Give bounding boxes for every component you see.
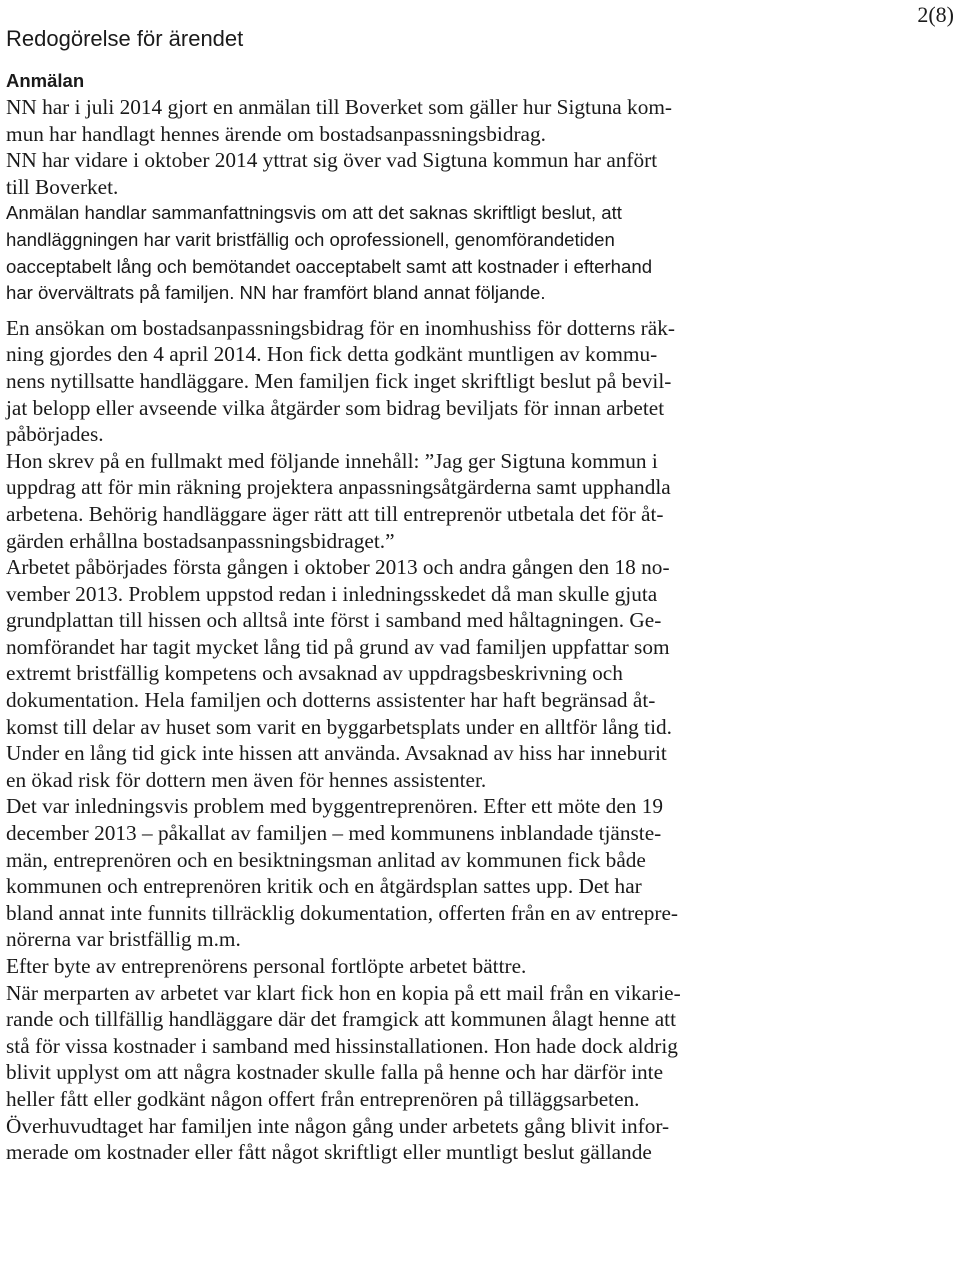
text-line: uppdrag att för min räkning projektera anpassningsåtgärderna samt upphandla: [6, 475, 671, 500]
text-line: handläggningen har varit bristfällig och oprofessionell, genomförandetiden: [6, 228, 615, 250]
text-line: rande och tillfällig handläggare där det framgick att kommunen ålagt henne att: [6, 1007, 676, 1032]
text-line: arbetena. Behörig handläggare äger rätt att till entreprenör utbetala det för åt-: [6, 501, 664, 526]
paragraph: [6, 980, 751, 1166]
text-line: dokumentation. Hela familjen och dotterns assistenter har haft begränsad åt-: [6, 688, 656, 713]
text-line: ning gjordes den 4 april 2014. Hon fick detta godkänt muntligen av kommu-: [6, 342, 658, 367]
paragraph: [6, 147, 751, 200]
text-line: En ansökan om bostadsanpassningsbidrag för en inomhushiss för dotterns räk-: [6, 315, 675, 340]
text-line: kommunen och entreprenören kritik och en åtgärdsplan sattes upp. Det har: [6, 874, 642, 899]
paragraph: [6, 448, 751, 554]
text-line: december 2013 – påkallat av familjen – med kommunens inblandade tjänste-: [6, 821, 662, 846]
text-line: mun har handlagt hennes ärende om bostadsanpassningsbidrag.: [6, 121, 546, 146]
page-number: 2(8): [917, 2, 954, 27]
section-title: Redogörelse för ärendet: [6, 26, 244, 51]
text-line: Det var inledningsvis problem med byggentreprenören. Efter ett möte den 19: [6, 794, 664, 819]
text-line: stå för vissa kostnader i samband med hissinstallationen. Hon hade dock aldrig: [6, 1033, 678, 1058]
document-body: [6, 68, 751, 1166]
paragraph: [6, 953, 751, 980]
text-line: komst till delar av huset som varit en byggarbetsplats under en alltför lång tid.: [6, 714, 672, 739]
paragraph: [6, 315, 751, 448]
text-line: Anmälan handlar sammanfattningsvis om att det saknas skriftligt beslut, att: [6, 202, 622, 224]
text-line: nens nytillsatte handläggare. Men familjen fick inget skriftligt beslut på bevil-: [6, 368, 672, 393]
text-line: bland annat inte funnits tillräcklig dokumentation, offerten från en av entrepre-: [6, 900, 678, 925]
text-line: Överhuvudtaget har familjen inte någon gång under arbetets gång blivit infor-: [6, 1113, 670, 1138]
text-line: nörerna var bristfällig m.m.: [6, 927, 241, 952]
paragraph: [6, 200, 751, 306]
text-line: blivit upplyst om att några kostnader skulle falla på henne och har därför inte: [6, 1060, 664, 1085]
text-line: NN har vidare i oktober 2014 yttrat sig över vad Sigtuna kommun har anfört: [6, 148, 658, 173]
text-line: en ökad risk för dottern men även för hennes assistenter.: [6, 767, 487, 792]
text-line: heller fått eller godkänt någon offert från entreprenören på tilläggsarbeten.: [6, 1086, 640, 1111]
text-line: Arbetet påbörjades första gången i oktober 2013 och andra gången den 18 no-: [6, 555, 670, 580]
text-line: När merparten av arbetet var klart fick hon en kopia på ett mail från en vikarie-: [6, 980, 681, 1005]
text-line: oacceptabelt lång och bemötandet oacceptabelt samt att kostnader i efterhand: [6, 255, 653, 277]
paragraph: [6, 554, 751, 793]
text-line: har övervältrats på familjen. NN har framfört bland annat följande.: [6, 282, 546, 304]
text-line: vember 2013. Problem uppstod redan i inledningsskedet då man skulle gjuta: [6, 581, 658, 606]
text-line: Under en lång tid gick inte hissen att använda. Avsaknad av hiss har inneburit: [6, 741, 667, 766]
text-line: Efter byte av entreprenörens personal fortlöpte arbetet bättre.: [6, 954, 527, 978]
text-line: merade om kostnader eller fått något skriftligt eller muntligt beslut gällande: [6, 1140, 652, 1165]
text-line: nomförandet har tagit mycket lång tid på grund av vad familjen uppfattar som: [6, 634, 670, 659]
text-line: män, entreprenören och en besiktningsman anlitad av kommunen fick både: [6, 847, 646, 872]
text-line: extremt bristfällig kompetens och avsaknad av uppdragsbeskrivning och: [6, 661, 623, 686]
text-line: grundplattan till hissen och alltså inte först i samband med håltagningen. Ge-: [6, 608, 662, 633]
section-heading: Anmälan: [6, 70, 85, 91]
text-line: NN har i juli 2014 gjort en anmälan till Boverket som gäller hur Sigtuna kom-: [6, 95, 672, 119]
text-line: till Boverket.: [6, 174, 119, 199]
text-line: jat belopp eller avseende vilka åtgärder som bidrag beviljats för innan arbetet: [6, 395, 665, 420]
paragraph: [6, 94, 751, 147]
text-line: gärden erhållna bostadsanpassningsbidraget.”: [6, 528, 395, 553]
text-line: Hon skrev på en fullmakt med följande innehåll: ”Jag ger Sigtuna kommun i: [6, 448, 658, 473]
paragraph: [6, 793, 751, 953]
text-line: påbörjades.: [6, 422, 104, 447]
